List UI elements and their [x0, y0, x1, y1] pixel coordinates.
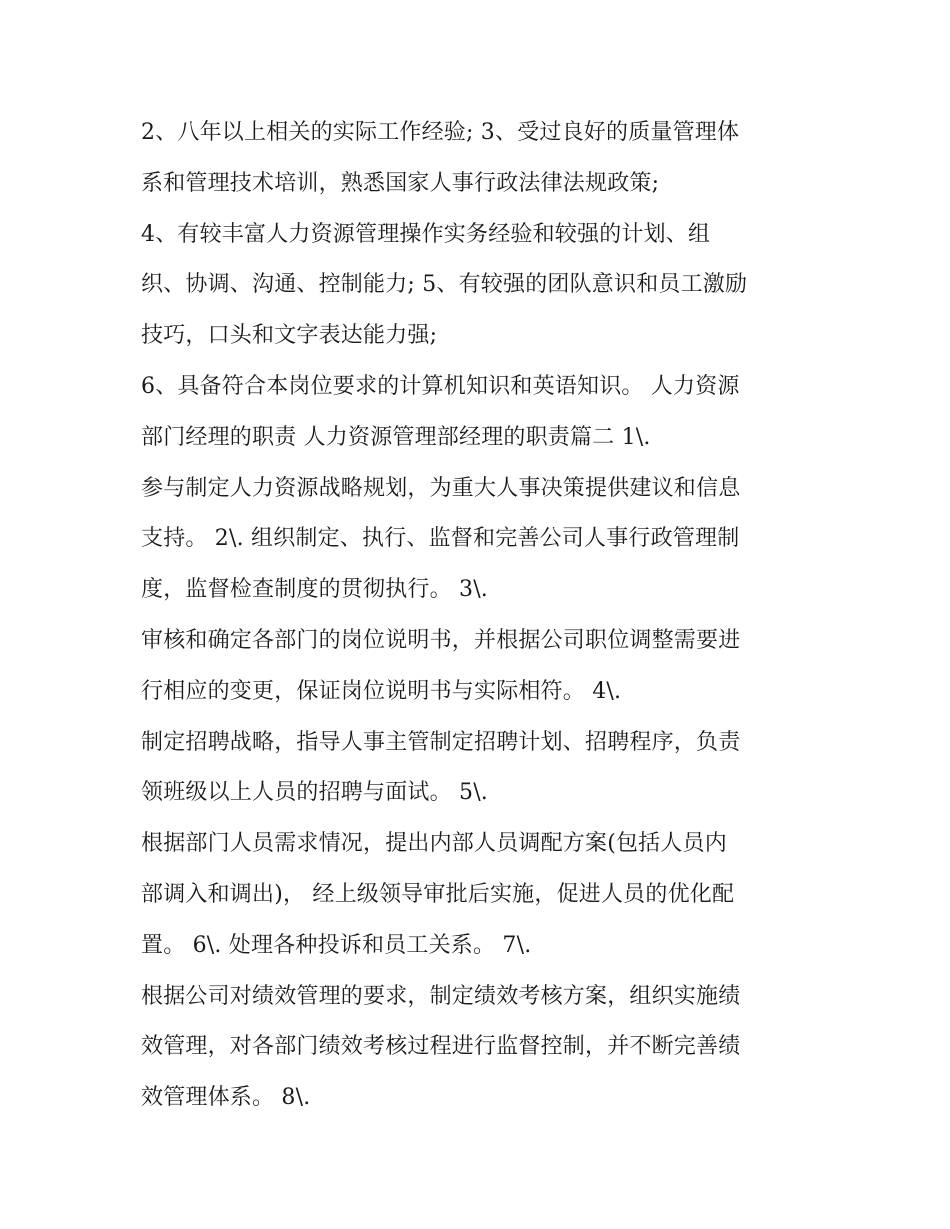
- text-line: 行相应的变更，保证岗位说明书与实际相符。 4\.: [141, 678, 622, 704]
- text-line: 审核和确定各部门的岗位说明书，并根据公司职位调整需要进: [141, 627, 741, 653]
- text-line: 6、具备符合本岗位要求的计算机知识和英语知识。 人力资源: [141, 373, 740, 399]
- text-line: 根据部门人员需求情况，提出内部人员调配方案(包括人员内: [141, 831, 727, 857]
- text-line: 度，监督检查制度的贯彻执行。 3\.: [141, 577, 488, 603]
- text-line: 2、八年以上相关的实际工作经验; 3、受过良好的质量管理体: [141, 120, 740, 145]
- text-line: 根据公司对绩效管理的要求，制定绩效考核方案，组织实施绩: [141, 983, 741, 1009]
- text-line: 部门经理的职责 人力资源管理部经理的职责篇二 1\.: [141, 424, 651, 450]
- text-line: 效管理体系。 8\.: [141, 1085, 311, 1111]
- text-line: 系和管理技术培训，熟悉国家人事行政法律法规政策;: [141, 170, 660, 196]
- text-line: 4、有较丰富人力资源管理操作实务经验和较强的计划、组: [141, 221, 711, 247]
- text-line: 技巧，口头和文字表达能力强;: [141, 323, 438, 349]
- text-line: 部调入和调出)， 经上级领导审批后实施，促进人员的优化配: [141, 881, 735, 907]
- text-line: 效管理，对各部门绩效考核过程进行监督控制，并不断完善绩: [141, 1034, 741, 1060]
- text-line: 制定招聘战略，指导人事主管制定招聘计划、招聘程序，负责: [141, 729, 741, 755]
- text-line: 支持。 2\. 组织制定、执行、监督和完善公司人事行政管理制: [141, 526, 740, 552]
- body-text: [141, 108, 821, 1124]
- text-line: 置。 6\. 处理各种投诉和员工关系。 7\.: [141, 932, 532, 958]
- text-line: 参与制定人力资源战略规划，为重大人事决策提供建议和信息: [141, 475, 741, 501]
- text-line: 领班级以上人员的招聘与面试。 5\.: [141, 780, 488, 806]
- text-line: 织、协调、沟通、控制能力; 5、有较强的团队意识和员工激励: [141, 272, 748, 298]
